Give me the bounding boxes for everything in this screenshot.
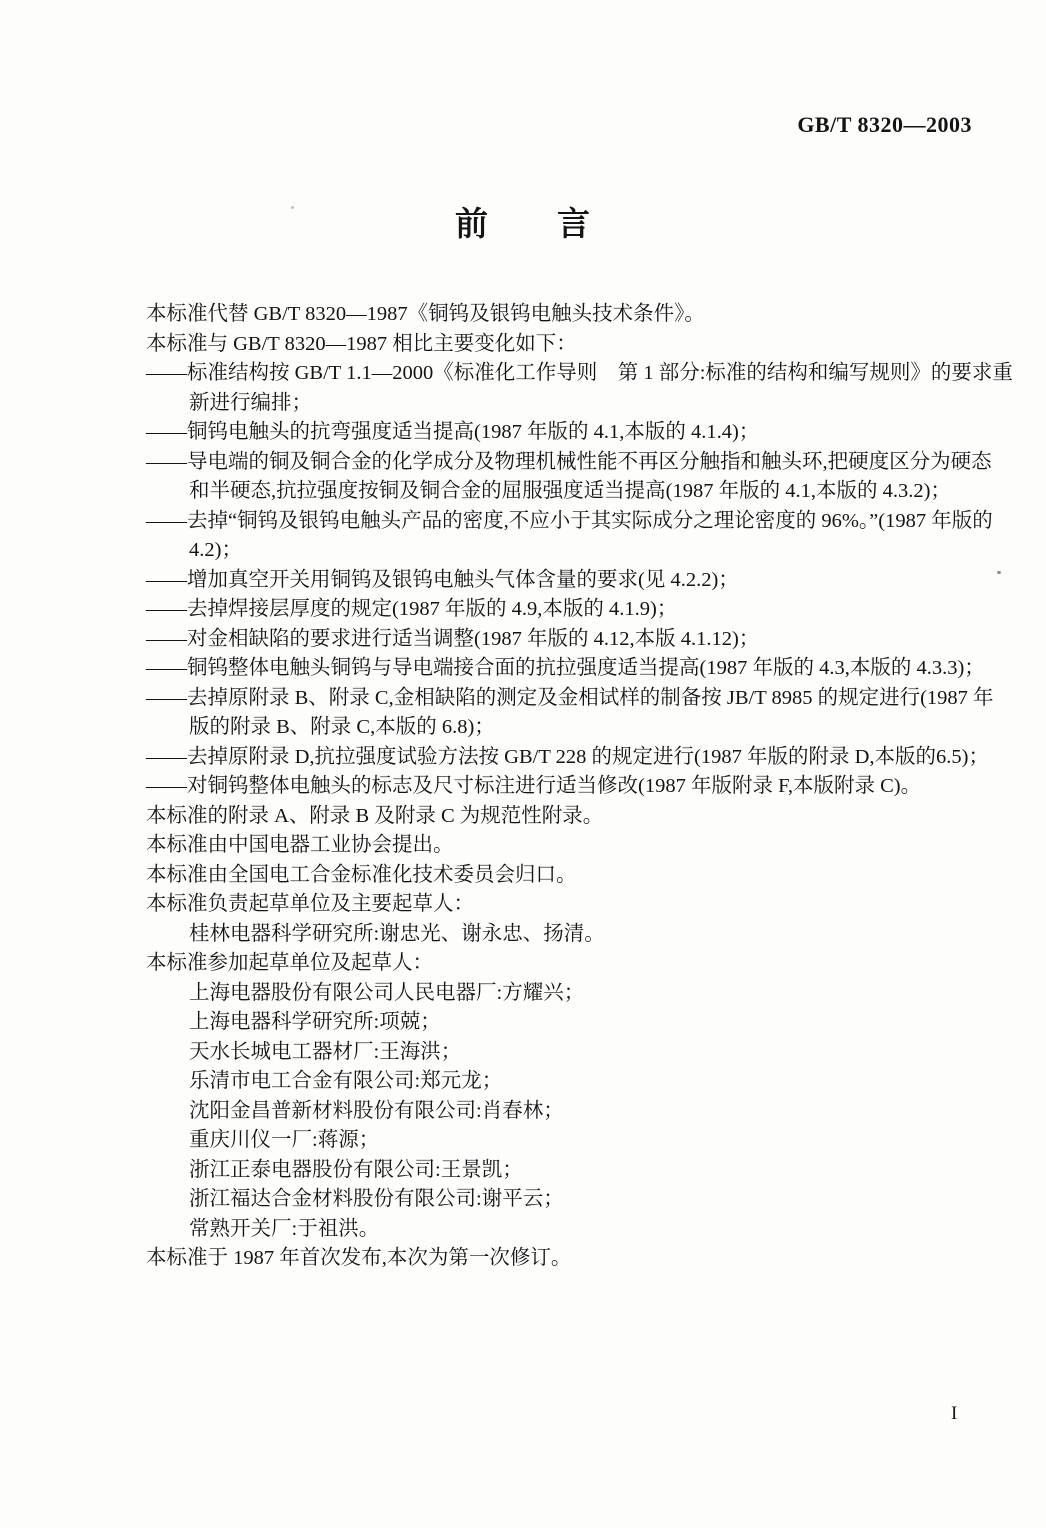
text-line: 4.2)； [189,539,242,561]
scan-speck [997,571,1001,574]
scan-speck [291,206,294,209]
text-line: 本标准负责起草单位及主要起草人： [146,893,474,915]
text-line: ——铜钨整体电触头铜钨与导电端接合面的抗拉强度适当提高(1987 年版的 4.3,本版的 4.3.3)； [146,657,985,679]
text-line: 天水长城电工器材厂:王海洪； [189,1040,462,1063]
text-line: 重庆川仪一厂:蒋源； [189,1129,380,1151]
text-line: 本标准于 1987 年首次发布,本次为第一次修订。 [146,1247,572,1269]
text-line: 本标准的附录 A、附录 B 及附录 C 为规范性附录。 [146,804,604,827]
text-line: 乐清市电工合金有限公司:郑元龙； [189,1070,503,1092]
text-line: 浙江正泰电器股份有限公司:王景凯； [189,1158,523,1181]
text-line: 本标准由中国电器工业协会提出。 [146,834,454,856]
page-number: I [951,1403,958,1424]
text-line: 版的附录 B、附录 C,本版的 6.8)； [189,716,495,738]
text-line: 常熟开关厂:于祖洪。 [189,1217,380,1240]
text-line: 新进行编排； [189,391,312,414]
text-line: 浙江福达合金材料股份有限公司:谢平云； [189,1188,564,1210]
body-text [146,300,1013,1274]
text-line: 沈阳金昌普新材料股份有限公司:肖春林； [189,1099,564,1122]
text-line: ——去掉焊接层厚度的规定(1987 年版的 4.9,本版的 4.1.9)； [146,598,678,620]
text-line: 桂林电器科学研究所:谢忠光、谢永忠、扬清。 [189,922,605,945]
text-line: ——铜钨电触头的抗弯强度适当提高(1987 年版的 4.1,本版的 4.1.4)； [146,421,760,443]
text-line: 和半硬态,抗拉强度按铜及铜合金的屈服强度适当提高(1987 年版的 4.1,本版的 4.3.2)； [189,480,951,502]
text-line: 上海电器科学研究所:项兢； [189,1011,441,1033]
text-line: 上海电器股份有限公司人民电器厂:方耀兴； [189,981,585,1004]
text-line: 本标准与 GB/T 8320—1987 相比主要变化如下： [146,332,577,355]
standard-code-header: GB/T 8320—2003 [797,112,972,137]
text-line: ——去掉原附录 B、附录 C,金相缺陷的测定及金相试样的制备按 JB/T 8985 的规定进行(1987 年 [146,686,994,709]
text-line: ——对金相缺陷的要求进行适当调整(1987 年版的 4.12,本版 4.1.12)； [146,627,760,650]
text-line: ——增加真空开关用铜钨及银钨电触头气体含量的要求(见 4.2.2)； [146,568,739,591]
text-line: ——标准结构按 GB/T 1.1—2000《标准化工作导则 第 1 部分:标准的结构和编写规则》的要求重 [146,362,1013,384]
text-line: 本标准由全国电工合金标准化技术委员会归口。 [146,863,577,886]
text-line: 本标准参加起草单位及起草人： [146,952,433,974]
text-line: ——对铜钨整体电触头的标志及尺寸标注进行适当修改(1987 年版附录 F,本版附录 C)。 [146,775,922,797]
text-line: ——导电端的铜及铜合金的化学成分及物理机械性能不再区分触指和触头环,把硬度区分为硬态 [146,450,992,473]
page-title: 前 言 [455,204,591,243]
text-line: ——去掉“铜钨及银钨电触头产品的密度,不应小于其实际成分之理论密度的 96%。”(1987 年版的 [146,509,993,532]
text-line: 本标准代替 GB/T 8320—1987《铜钨及银钨电触头技术条件》。 [146,303,705,325]
text-line: ——去掉原附录 D,抗拉强度试验方法按 GB/T 228 的规定进行(1987 年版的附录 D,本版的6.5)； [146,745,989,768]
